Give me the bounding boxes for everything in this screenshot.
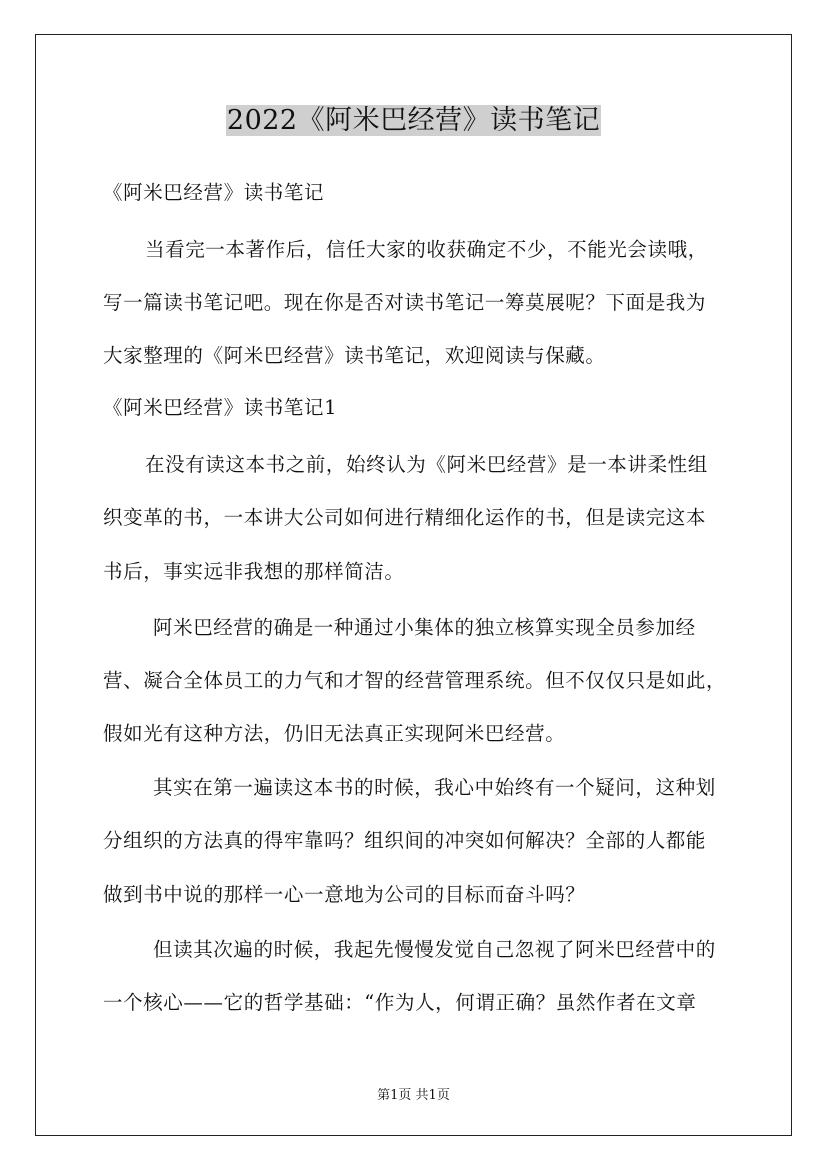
paragraph-line: 当看完一本著作后，信任大家的收获确定不少，不能光会读哦，	[145, 238, 708, 261]
paragraph-line: 织变革的书，一本讲大公司如何进行精细化运作的书，但是读完这本	[103, 506, 707, 529]
paragraph-line: 其实在第一遍读这本书的时候，我心中始终有一个疑问，这种划	[153, 776, 716, 799]
paragraph-line: 写一篇读书笔记吧。现在你是否对读书笔记一筹莫展呢？下面是我为	[103, 291, 707, 314]
section-heading: 《阿米巴经营》读书笔记1	[103, 396, 338, 419]
paragraph-line: 假如光有这种方法，仍旧无法真正实现阿米巴经营。	[103, 722, 566, 745]
subtitle-line: 《阿米巴经营》读书笔记	[103, 181, 325, 204]
document-title-text: 2022《阿米巴经营》读书笔记	[226, 105, 601, 136]
document-title	[0, 100, 827, 142]
page-footer: 第1页 共1页	[377, 1088, 450, 1103]
paragraph-line: 书后，事实远非我想的那样简洁。	[103, 560, 405, 583]
paragraph-line: 分组织的方法真的得牢靠吗？组织间的冲突如何解决？全部的人都能	[103, 829, 707, 852]
paragraph-line: 营、凝合全体员工的力气和才智的经营管理系统。但不仅仅只是如此，	[103, 669, 727, 692]
paragraph-line: 做到书中说的那样一心一意地为公司的目标而奋斗吗？	[103, 883, 586, 906]
paragraph-line: 在没有读这本书之前，始终认为《阿米巴经营》是一本讲柔性组	[145, 453, 708, 476]
paragraph-line: 阿米巴经营的确是一种通过小集体的独立核算实现全员参加经	[153, 616, 696, 639]
paragraph-line: 但读其次遍的时候，我起先慢慢发觉自己忽视了阿米巴经营中的	[153, 938, 716, 961]
paragraph-line: 一个核心——它的哲学基础：“作为人，何谓正确？虽然作者在文章	[103, 991, 697, 1014]
paragraph-line: 大家整理的《阿米巴经营》读书笔记，欢迎阅读与保藏。	[103, 344, 606, 367]
